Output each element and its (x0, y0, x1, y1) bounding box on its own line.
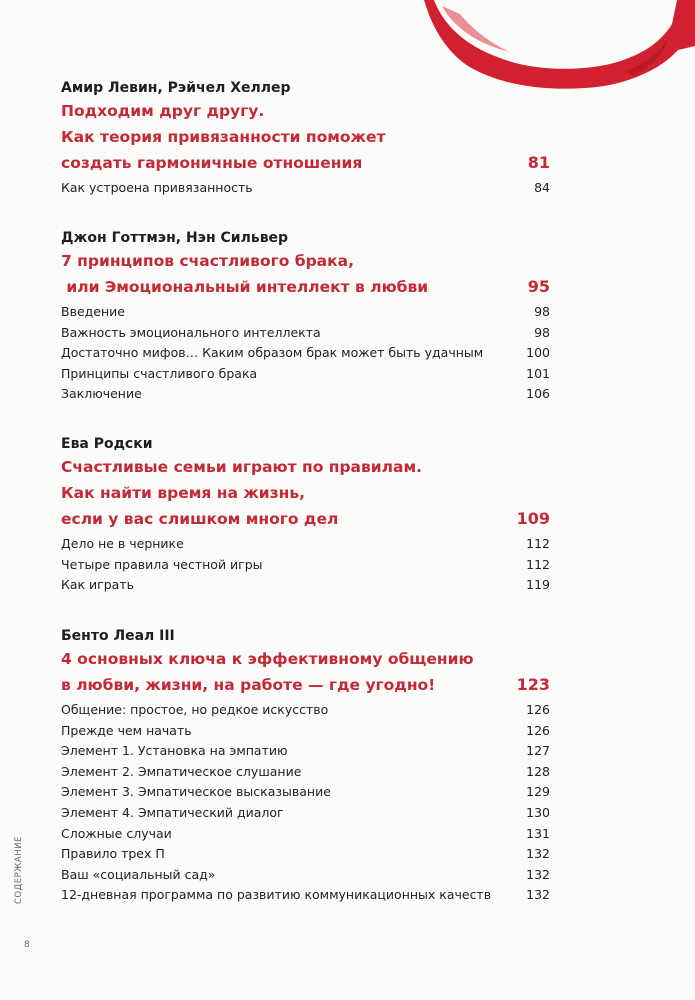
toc-entry-label: Сложные случаи (61, 825, 172, 841)
toc-entry (61, 700, 550, 721)
section-title-line: Как найти время на жизнь, (61, 484, 306, 502)
section-title-page: 109 (516, 509, 550, 528)
toc-entry-page: 84 (534, 180, 550, 195)
toc-section (61, 434, 550, 596)
toc-entry-label: Элемент 3. Эмпатическое высказывание (61, 784, 331, 800)
toc-entry-label: Введение (61, 304, 125, 319)
toc-entry-page: 127 (526, 743, 550, 759)
toc-entry-label: Прежде чем начать (61, 722, 192, 738)
toc-entry (61, 323, 550, 344)
toc-entry (61, 178, 550, 199)
toc-section (61, 228, 550, 405)
section-author: Бенто Леал III (61, 628, 175, 644)
toc-entry-label: Ваш «социальный сад» (61, 866, 216, 882)
section-title-page: 123 (516, 675, 550, 694)
section-title-line: Подходим друг другу. (61, 102, 265, 120)
toc-entry-label: Правило трех П (61, 846, 165, 862)
page-number: 8 (24, 940, 30, 950)
toc-entry (61, 343, 550, 364)
toc-entry-page: 126 (526, 722, 550, 738)
section-title-line: в любви, жизни, на работе — где угодно! 123 (61, 672, 550, 698)
section-author: Ева Родски (61, 436, 153, 452)
section-author: Джон Готтмэн, Нэн Сильвер (61, 230, 289, 246)
toc-entry-label: 12-дневная программа по развитию коммуникационных качеств (61, 887, 492, 903)
section-title-line: создать гармоничные отношения 81 (61, 150, 550, 176)
toc-entry-page: 101 (526, 365, 550, 381)
toc-entry-label: Общение: простое, но редкое искусство (61, 702, 329, 717)
toc-entry (61, 844, 550, 865)
toc-entry-page: 98 (534, 324, 550, 340)
section-title-page: 81 (527, 153, 550, 172)
toc-entry (61, 741, 550, 762)
toc-entry-label: Как играть (61, 577, 134, 593)
toc-entry-page: 132 (526, 887, 550, 903)
toc-entry (61, 364, 550, 385)
toc-entry (61, 885, 550, 906)
toc-entry-label: Элемент 4. Эмпатический диалог (61, 804, 284, 820)
section-title-page: 95 (527, 277, 550, 296)
toc-entry (61, 824, 550, 845)
toc-entry (61, 803, 550, 824)
toc-entry (61, 762, 550, 783)
section-title-line: Счастливые семьи играют по правилам. (61, 458, 423, 476)
toc-entry (61, 782, 550, 803)
toc-entry (61, 575, 550, 596)
toc-entry-page: 128 (526, 763, 550, 779)
toc-entry-label: Заключение (61, 386, 142, 402)
toc-entry-page: 132 (526, 846, 550, 862)
section-author: Амир Левин, Рэйчел Хеллер (61, 80, 291, 96)
toc-section (61, 626, 550, 906)
toc-entry (61, 865, 550, 886)
toc-entry-page: 132 (526, 866, 550, 882)
section-side-label: СОДЕРЖАНИЕ (14, 836, 24, 904)
toc-entry (61, 721, 550, 742)
toc-entry-page: 130 (526, 804, 550, 820)
toc-entry-label: Дело не в чернике (61, 536, 184, 551)
toc-section (61, 78, 550, 199)
toc-entry-page: 126 (526, 702, 550, 717)
toc-entry-page: 112 (526, 536, 550, 551)
toc-entry-page: 100 (526, 345, 550, 361)
toc-entry-label: Важность эмоционального интеллекта (61, 324, 321, 340)
toc-entry-page: 129 (526, 784, 550, 800)
toc-entry-page: 106 (526, 386, 550, 402)
toc-entry-label: Элемент 2. Эмпатическое слушание (61, 763, 302, 779)
toc-entry-page: 98 (534, 304, 550, 319)
toc-entry (61, 555, 550, 576)
toc-entry-label: Достаточно мифов… Каким образом брак может быть удачным (61, 345, 484, 361)
section-title-line: если у вас слишком много дел 109 (61, 506, 550, 532)
section-title-line: Как теория привязанности поможет (61, 128, 386, 146)
toc-entry-page: 112 (526, 556, 550, 572)
toc-entry-label: Четыре правила честной игры (61, 556, 263, 572)
section-title-line: 4 основных ключа к эффективному общению (61, 650, 474, 668)
toc-entry (61, 534, 550, 555)
toc-entry-label: Как устроена привязанность (61, 180, 253, 195)
section-title-line: или Эмоциональный интеллект в любви 95 (61, 274, 550, 300)
toc-entry-label: Элемент 1. Установка на эмпатию (61, 743, 288, 759)
toc-entry-label: Принципы счастливого брака (61, 365, 258, 381)
toc-entry (61, 302, 550, 323)
toc-entry-page: 131 (526, 825, 550, 841)
section-title-line: 7 принципов счастливого брака, (61, 252, 354, 270)
toc-entry (61, 384, 550, 405)
toc-entry-page: 119 (526, 577, 550, 593)
